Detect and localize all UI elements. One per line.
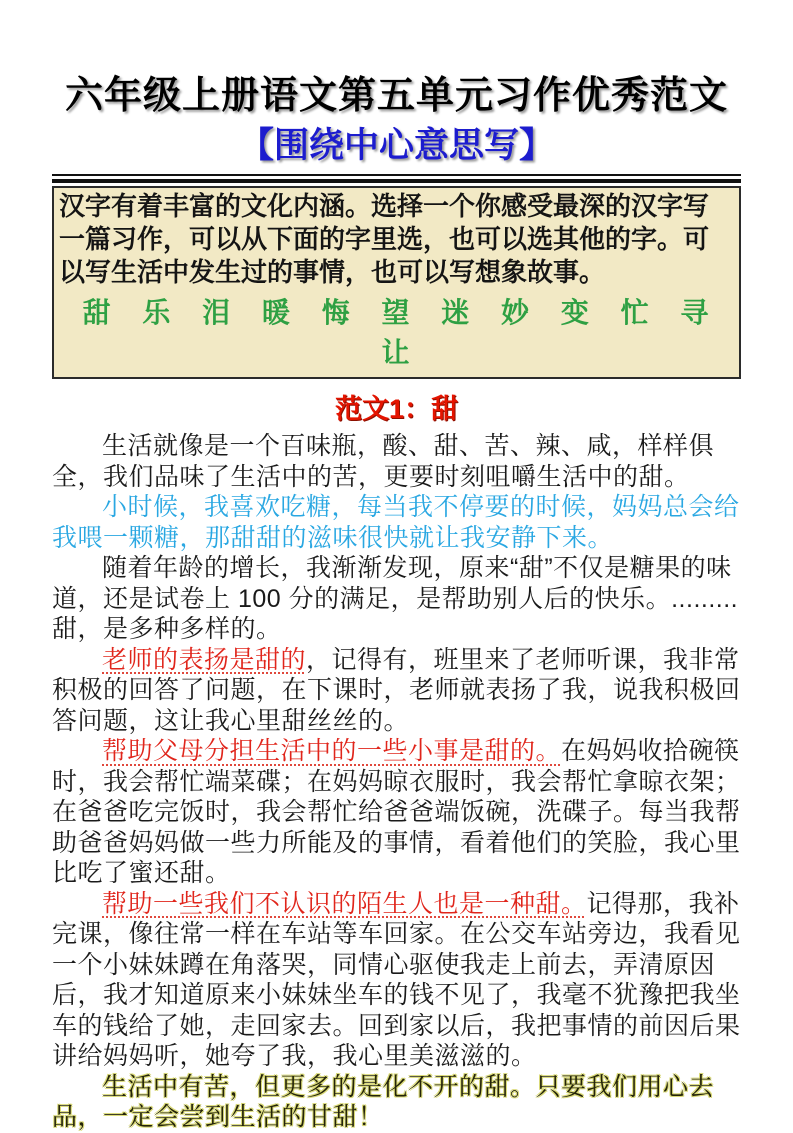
document-title: 六年级上册语文第五单元习作优秀范文 (64, 75, 728, 117)
paragraph-body-text: 记得那，我补完课，像往常一样在车站等车回家。在公交车站旁边，我看见一个小妹妹蹲在角落哭，同情心驱使我走上前去，弄清原因后，我才知道原来小妹妹坐车的钱不见了，我毫不犹豫把我坐车的钱给了她，走回家去。回到家以后，我把事情的前因后果讲给妈妈听，她夸了我，我心里美滋滋的。 (52, 889, 741, 1071)
essay-paragraph-growing-up: 随着年龄的增长，我渐渐发现，原来“甜”不仅是糖果的味道，还是试卷上 100 分的满足，是帮助别人后的快乐。.........甜，是多种多样的。 (52, 554, 739, 644)
essay-paragraph-intro: 生活就像是一个百味瓶，酸、甜、苦、辣、咸，样样俱全，我们品味了生活中的苦，更要时刻咀嚼生活中的甜。 (52, 432, 715, 491)
essay-paragraph-childhood: 小时候，我喜欢吃糖，每当我不停要的时候，妈妈总会给我喂一颗糖，那甜甜的滋味很快就让我安静下来。 (52, 493, 740, 552)
writing-prompt-box (52, 186, 741, 379)
essay-paragraph-helping-parents (52, 736, 741, 889)
paragraph-body-text: ，记得有，班里来了老师听课，我非常积极的回答了问题，在下课时，老师就表扬了我，说我积极回答问题，这让我心里甜丝丝的。 (52, 645, 741, 735)
topic-sentence-helping-parents: 帮助父母分担生活中的一些小事是甜的。 (102, 737, 562, 766)
essay-heading: 范文1：甜 (334, 394, 459, 425)
essay-body (52, 431, 741, 1133)
topic-sentence-helping-strangers: 帮助一些我们不认识的陌生人也是一种甜。 (102, 889, 587, 918)
candidate-characters: 甜 乐 泪 暖 悔 望 迷 妙 变 忙 寻 让 (82, 297, 711, 369)
essay-paragraph-conclusion: 生活中有苦，但更多的是化不开的甜。只要我们用心去品，一定会尝到生活的甘甜！ (52, 1072, 715, 1132)
double-divider-line (52, 174, 741, 183)
paragraph-body-text: 在妈妈收拾碗筷时，我会帮忙端菜碟；在妈妈晾衣服时，我会帮忙拿晾衣架；在爸爸吃完饭时，我会帮忙给爸爸端饭碗，洗碟子。每当我帮助爸爸妈妈做一些力所能及的事情，看着他们的笑脸，我心里比吃了蜜还甜。 (52, 737, 741, 888)
prompt-text: 汉字有着丰富的文化内涵。选择一个你感受最深的汉字写一篇习作，可以从下面的字里选，也可以选其他的字。可以写生活中发生过的事情，也可以写想象故事。 (59, 191, 710, 288)
essay-paragraph-teacher-praise (52, 645, 741, 737)
essay-paragraph-helping-strangers (52, 889, 741, 1072)
topic-sentence-teacher-praise: 老师的表扬是甜的 (102, 645, 307, 674)
document-subtitle: 【围绕中心意思写】 (238, 126, 554, 166)
